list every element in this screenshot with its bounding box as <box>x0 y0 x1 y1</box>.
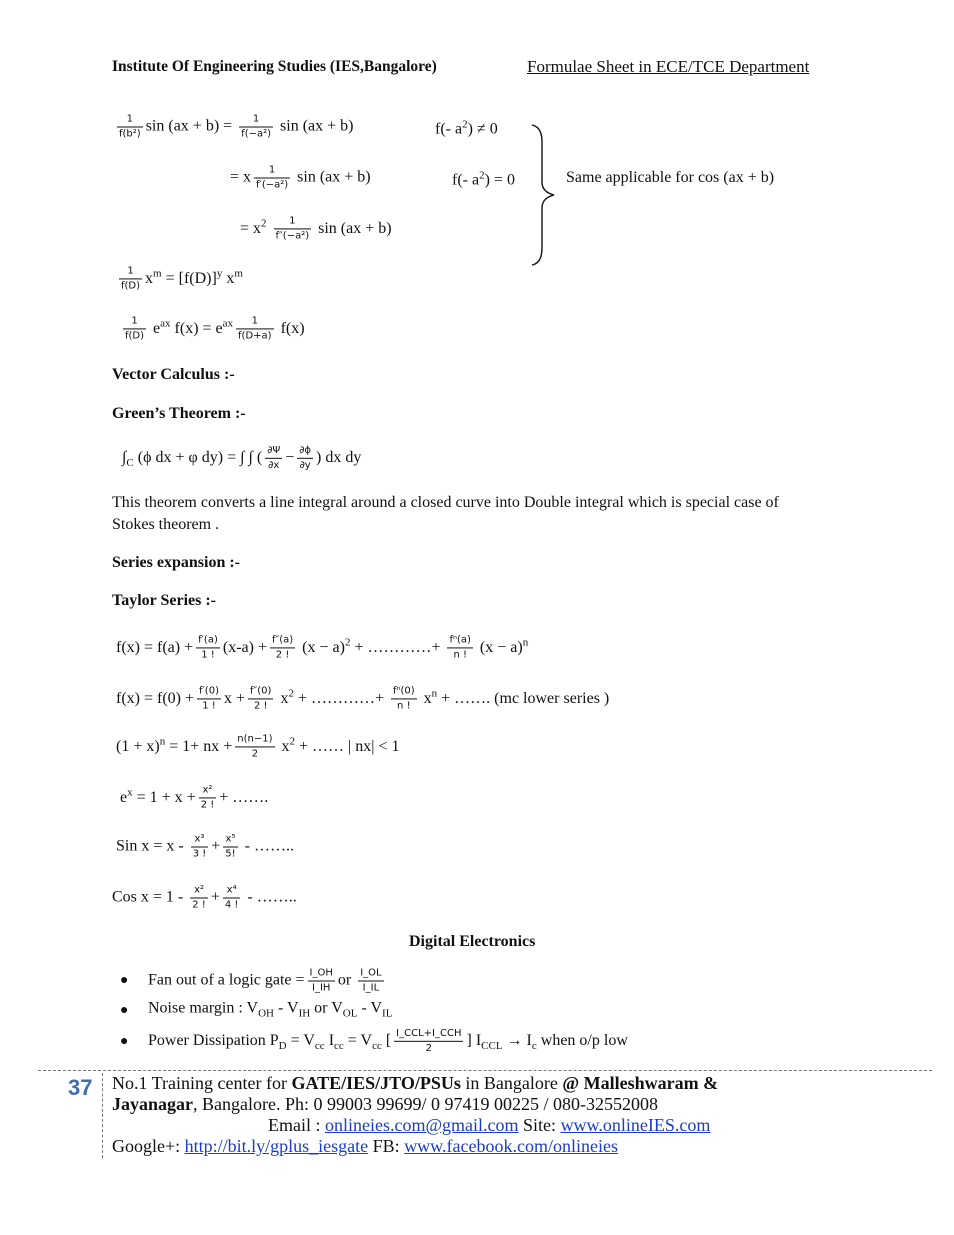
denominator: 5! <box>225 848 236 860</box>
numerator: x⁴ <box>223 885 241 899</box>
denominator: f′(−a²) <box>256 179 289 191</box>
numerator: f′(0) <box>197 686 221 700</box>
formula-text: f(x) = e <box>170 319 223 337</box>
formula-text: sin (ax + b) <box>276 117 354 135</box>
numerator: 1 <box>123 316 146 330</box>
subscript: IL <box>382 1007 393 1020</box>
denominator: ∂x <box>268 459 280 471</box>
footer-text: Email : <box>268 1115 325 1135</box>
footer-text: in Bangalore <box>460 1073 563 1093</box>
heading-series-expansion: Series expansion :- <box>112 554 240 571</box>
numerator: 1 <box>274 216 312 230</box>
fraction <box>248 686 273 713</box>
formula-text: x + <box>223 689 246 707</box>
superscript: 2 <box>289 735 295 748</box>
formula-text: + …… | nx| < 1 <box>295 737 400 755</box>
footer-text: FB: <box>368 1136 405 1156</box>
formula-text: ) = 0 <box>484 171 515 189</box>
condition-nonzero <box>435 114 498 139</box>
formula-text: x <box>222 269 235 287</box>
denominator: f(D) <box>125 330 145 342</box>
formula-maclaurin <box>116 683 609 712</box>
formula-text: sin (ax + b) <box>293 168 371 186</box>
footer-line-1 <box>112 1073 718 1094</box>
formula-text: = V <box>343 1031 373 1049</box>
formula-text: - V <box>357 999 383 1017</box>
google-plus-link[interactable]: http://bit.ly/gplus_iesgate <box>184 1136 369 1156</box>
formula-case-3 <box>240 213 392 242</box>
footer-location: @ Malleshwaram & <box>562 1073 719 1093</box>
numerator: x² <box>199 785 217 799</box>
formula-text: Power Dissipation P <box>148 1031 279 1049</box>
numerator: 1 <box>254 165 290 179</box>
superscript: n <box>431 687 438 700</box>
numerator: 1 <box>236 316 274 330</box>
formula-text: Cos x = 1 - <box>112 888 188 906</box>
subscript: C <box>126 457 134 470</box>
formula-text: + <box>210 888 220 906</box>
footer-text: Site: <box>518 1115 561 1135</box>
fraction <box>447 635 472 662</box>
formula-text: Fan out of a logic gate = <box>148 971 305 989</box>
numerator: fⁿ(a) <box>447 635 472 649</box>
right-brace-icon <box>528 122 558 268</box>
formula-text: I <box>324 1031 335 1049</box>
numerator: ∂Ψ <box>265 445 282 459</box>
formula-particular-integral-sin <box>114 114 353 141</box>
denominator: 4 ! <box>224 899 239 911</box>
formula-exp <box>120 782 268 811</box>
numerator: I_OH <box>308 968 335 982</box>
formula-text: f(- a <box>452 171 480 189</box>
header-institute: Institute Of Engineering Studies (IES,Bangalore) <box>112 58 437 75</box>
formula-text: + …………+ <box>350 638 445 656</box>
footer-text: Google+: <box>112 1136 185 1156</box>
denominator: I_IH <box>312 982 331 994</box>
formula-text: (1 + x) <box>116 737 160 755</box>
formula-text: (x-a) + <box>222 638 267 656</box>
numerator: ∂ϕ <box>297 445 313 459</box>
numerator: 1 <box>119 266 142 280</box>
note-cos: Same applicable for cos (ax + b) <box>566 169 775 186</box>
footer-vertical-divider <box>102 1073 103 1158</box>
fraction <box>223 834 237 861</box>
heading-greens-theorem: Green’s Theorem :- <box>112 405 246 422</box>
formula-text: f(- a <box>435 120 463 138</box>
denominator: 1 ! <box>202 700 216 712</box>
superscript: y <box>216 267 223 280</box>
numerator: x² <box>190 885 208 899</box>
footer-line-4 <box>112 1136 618 1157</box>
numerator: I_CCL+I_CCH <box>394 1028 463 1042</box>
footer-exams: GATE/IES/JTO/PSUs <box>291 1073 461 1093</box>
formula-text: Sin x = x - <box>116 837 188 855</box>
formula-text: ) dx dy <box>316 448 362 466</box>
fraction <box>196 635 220 662</box>
superscript: x <box>127 786 133 799</box>
fraction <box>235 734 274 761</box>
numerator: f″(0) <box>248 686 273 700</box>
numerator: x³ <box>191 834 209 848</box>
fraction <box>394 1028 463 1055</box>
formula-text: + <box>211 837 221 855</box>
formula-text: x <box>145 269 154 287</box>
formula-text: - …….. <box>243 888 297 906</box>
denominator: f″(−a²) <box>275 230 310 242</box>
bullet-icon: ● <box>120 1003 129 1018</box>
site-link[interactable]: www.onlineIES.com <box>560 1115 711 1135</box>
formula-xm <box>116 263 243 292</box>
bullet-noise-margin <box>148 998 392 1023</box>
superscript: n <box>522 636 529 649</box>
denominator: f(b²) <box>119 128 141 140</box>
formula-text: f(x) = f(0) + <box>116 689 195 707</box>
formula-text: = 1 + x + <box>132 788 196 806</box>
formula-text: x <box>276 689 289 707</box>
denominator: 2 ! <box>275 649 290 661</box>
formula-text: [ <box>381 1031 392 1049</box>
denominator: 1 ! <box>201 649 215 661</box>
subscript: D <box>278 1040 287 1053</box>
numerator: n(n−1) <box>235 734 274 748</box>
fraction <box>239 114 273 141</box>
formula-sin <box>116 834 294 861</box>
superscript: m <box>153 267 162 280</box>
denominator: 3 ! <box>192 848 207 860</box>
subscript: CCL <box>481 1040 503 1053</box>
formula-taylor <box>116 632 528 661</box>
formula-text: sin (ax + b) <box>314 219 392 237</box>
formula-text: ∫ <box>122 448 127 466</box>
formula-text: (x − a) <box>475 638 523 656</box>
footer-line-2 <box>112 1094 658 1115</box>
denominator: f(−a²) <box>241 128 272 140</box>
denominator: f(D) <box>121 280 141 292</box>
superscript: ax <box>222 317 234 330</box>
fraction <box>308 968 335 995</box>
superscript: 2 <box>288 687 294 700</box>
subscript: OL <box>342 1007 358 1020</box>
fraction <box>199 785 217 812</box>
subscript: OH <box>258 1007 274 1020</box>
denominator: 2 ! <box>200 799 215 811</box>
heading-digital-electronics: Digital Electronics <box>409 933 536 950</box>
formula-text: - V <box>273 999 299 1017</box>
formula-text: or V <box>310 999 343 1017</box>
subscript: cc <box>314 1040 325 1053</box>
footer-divider <box>38 1070 932 1071</box>
formula-text: Noise margin : V <box>148 999 259 1017</box>
formula-text: sin (ax + b) = <box>145 117 237 135</box>
formula-text: (x − a) <box>298 638 345 656</box>
denominator: 2 <box>425 1042 433 1054</box>
fraction <box>270 635 295 662</box>
formula-text: f(x) <box>276 319 305 337</box>
paragraph-line-2: Stokes theorem . <box>112 516 220 533</box>
paragraph-line-1: This theorem converts a line integral around a closed curve into Double integral which is special case of <box>112 494 779 511</box>
formula-case-2 <box>230 165 371 192</box>
fraction <box>265 445 282 472</box>
numerator: x⁵ <box>223 834 237 848</box>
header-sheet-title: Formulae Sheet in ECE/TCE Department <box>527 57 810 76</box>
fraction <box>391 686 417 713</box>
facebook-link[interactable]: www.facebook.com/onlineies <box>404 1136 618 1156</box>
numerator: f′(a) <box>196 635 220 649</box>
formula-text: when o/p low <box>536 1031 628 1049</box>
bullet-icon: ● <box>120 1034 129 1049</box>
heading-taylor-series: Taylor Series :- <box>112 592 216 609</box>
formula-text: x <box>419 689 432 707</box>
formula-text: x <box>277 737 290 755</box>
fraction <box>190 885 208 912</box>
email-link[interactable]: onlineies.com@gmail.com <box>325 1115 519 1135</box>
denominator: 2 <box>251 748 259 760</box>
numerator: f″(a) <box>270 635 295 649</box>
formula-text: = x <box>240 219 262 237</box>
numerator: I_OL <box>358 968 383 982</box>
subscript: cc <box>334 1040 344 1053</box>
formula-text: - …….. <box>240 837 294 855</box>
superscript: ax <box>160 317 171 330</box>
formula-text: ) ≠ 0 <box>467 120 498 138</box>
fraction <box>197 686 221 713</box>
formula-text: + …………+ <box>293 689 388 707</box>
footer-location-2: Jayanagar <box>112 1094 193 1114</box>
superscript: 2 <box>479 169 485 182</box>
bullet-power-dissipation <box>148 1028 628 1056</box>
formula-cos <box>112 885 297 912</box>
fraction <box>297 445 313 472</box>
fraction <box>274 216 312 243</box>
formula-text: = 1+ nx + <box>165 737 233 755</box>
formula-text: (ϕ dx + φ dy) = ∫ ∫ ( <box>133 448 263 466</box>
numerator: fⁿ(0) <box>391 686 417 700</box>
formula-text: e <box>149 319 161 337</box>
formula-exp-shift <box>120 313 305 342</box>
subscript: IH <box>298 1007 311 1020</box>
formula-text: ] I <box>466 1031 482 1049</box>
fraction <box>358 968 383 995</box>
denominator: 2 ! <box>253 700 268 712</box>
formula-text: − <box>285 448 295 466</box>
formula-text: → I <box>502 1031 532 1049</box>
superscript: 2 <box>462 118 468 131</box>
footer-text: No.1 Training center for <box>112 1073 292 1093</box>
formula-greens <box>122 445 361 473</box>
denominator: n ! <box>453 649 467 661</box>
superscript: 2 <box>261 217 267 230</box>
fraction <box>236 316 274 343</box>
formula-text: + ……. (mc lower series ) <box>437 689 610 707</box>
fraction <box>117 114 143 141</box>
formula-text: or <box>337 971 356 989</box>
fraction <box>123 316 146 343</box>
numerator: 1 <box>117 114 143 128</box>
superscript: 2 <box>344 636 351 649</box>
denominator: 2 ! <box>192 899 206 911</box>
page-number: 37 <box>68 1075 93 1100</box>
denominator: f(D+a) <box>238 330 272 342</box>
heading-vector-calculus: Vector Calculus :- <box>112 366 235 383</box>
subscript: cc <box>372 1040 382 1053</box>
superscript: n <box>159 735 166 748</box>
formula-binomial <box>116 731 399 760</box>
condition-zero <box>452 165 515 190</box>
bullet-icon: ● <box>120 973 129 988</box>
bullet-fan-out <box>148 968 387 995</box>
formula-text: e <box>120 788 128 806</box>
denominator: n ! <box>397 700 411 712</box>
fraction <box>254 165 290 192</box>
denominator: ∂y <box>299 459 311 471</box>
superscript: m <box>234 267 243 280</box>
formula-text: = [f(D)] <box>161 269 217 287</box>
formula-text: = V <box>286 1031 315 1049</box>
subscript: c <box>531 1040 537 1053</box>
fraction <box>223 885 241 912</box>
formula-text: f(x) = f(a) + <box>116 638 194 656</box>
footer-line-3 <box>268 1115 710 1136</box>
denominator: I_IL <box>362 982 380 994</box>
fraction <box>119 266 142 293</box>
formula-text: + ……. <box>219 788 269 806</box>
formula-text: = x <box>230 168 252 186</box>
fraction <box>191 834 209 861</box>
formula-text <box>267 220 271 237</box>
numerator: 1 <box>239 114 273 128</box>
footer-phone: , Bangalore. Ph: 0 99003 99699/ 0 97419 00225 / 080-32552008 <box>193 1094 658 1114</box>
